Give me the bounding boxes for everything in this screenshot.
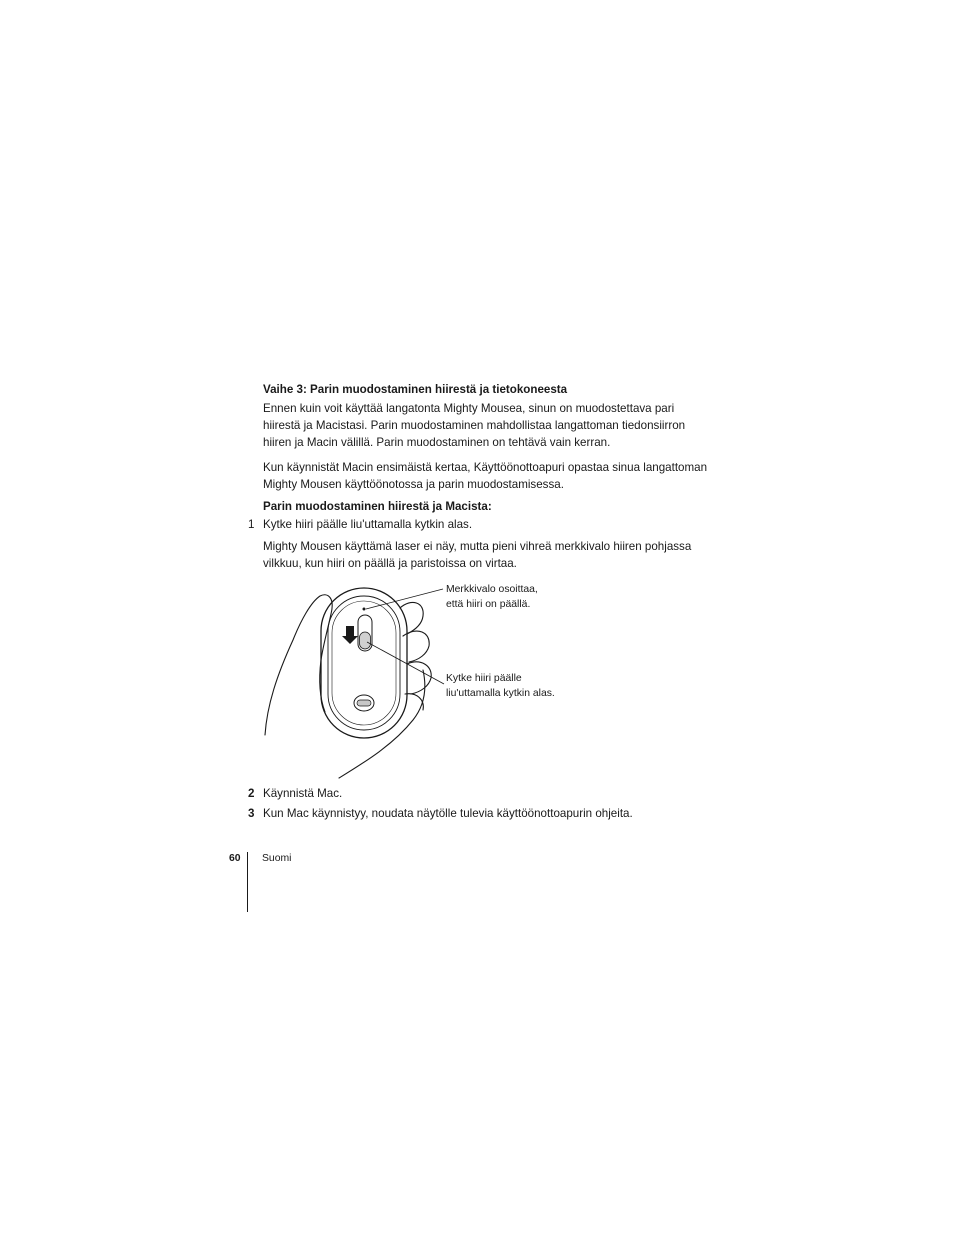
section-heading: Vaihe 3: Parin muodostaminen hiirestä ja tietokoneesta [263, 383, 568, 396]
mouse-in-hand-illustration [255, 580, 455, 780]
step-text: Kytke hiiri päälle liu'uttamalla kytkin alas. [263, 518, 473, 531]
step-text: Kun Mac käynnistyy, noudata näytölle tulevia käyttöönottoapurin ohjeita. [263, 807, 633, 820]
hand-outline [265, 595, 332, 735]
step-text: Käynnistä Mac. [263, 787, 343, 800]
step-2 [248, 787, 342, 800]
finger-3 [407, 662, 431, 694]
setup-assistant-paragraph: Kun käynnistät Macin ensimäistä kertaa, Käyttöönottoapuri opastaa sinua langattoman Mighty Mousen käyttöönotossa ja parin muodostamisessa. [263, 461, 708, 491]
footer-divider [247, 852, 248, 912]
callout-switch: Kytke hiiri päälle liu'uttamalla kytkin alas. [446, 673, 555, 699]
callout-indicator: Merkkivalo osoittaa, että hiiri on päällä. [446, 584, 538, 610]
step-number: 1 [248, 518, 255, 531]
step-number: 3 [248, 807, 255, 820]
switch-knob [360, 632, 371, 649]
leader-line-switch [367, 642, 444, 684]
finger-1 [400, 602, 423, 634]
intro-paragraph: Ennen kuin voit käyttää langatonta Mighty Mousea, sinun on muodostettava pari hiirestä ja Macistasi. Parin muodostaminen mahdollistaa langattoman tiedonsiirron hiiren ja Macin välillä. Parin muodostaminen on tehtävä vain kerran. [263, 402, 686, 449]
step-number: 2 [248, 787, 255, 800]
down-arrow-icon [342, 626, 358, 644]
step-3 [248, 807, 633, 820]
laser-paragraph: Mighty Mousen käyttämä laser ei näy, mutta pieni vihreä merkkivalo hiiren pohjassa vilkkuu, kun hiiri on päällä ja paristoissa on virtaa. [263, 540, 692, 570]
page-number: 60 [229, 853, 241, 864]
indicator-light [363, 608, 366, 611]
procedure-subheading: Parin muodostaminen hiirestä ja Macista: [263, 500, 492, 513]
step-1 [248, 518, 472, 531]
footer-language: Suomi [262, 853, 292, 864]
